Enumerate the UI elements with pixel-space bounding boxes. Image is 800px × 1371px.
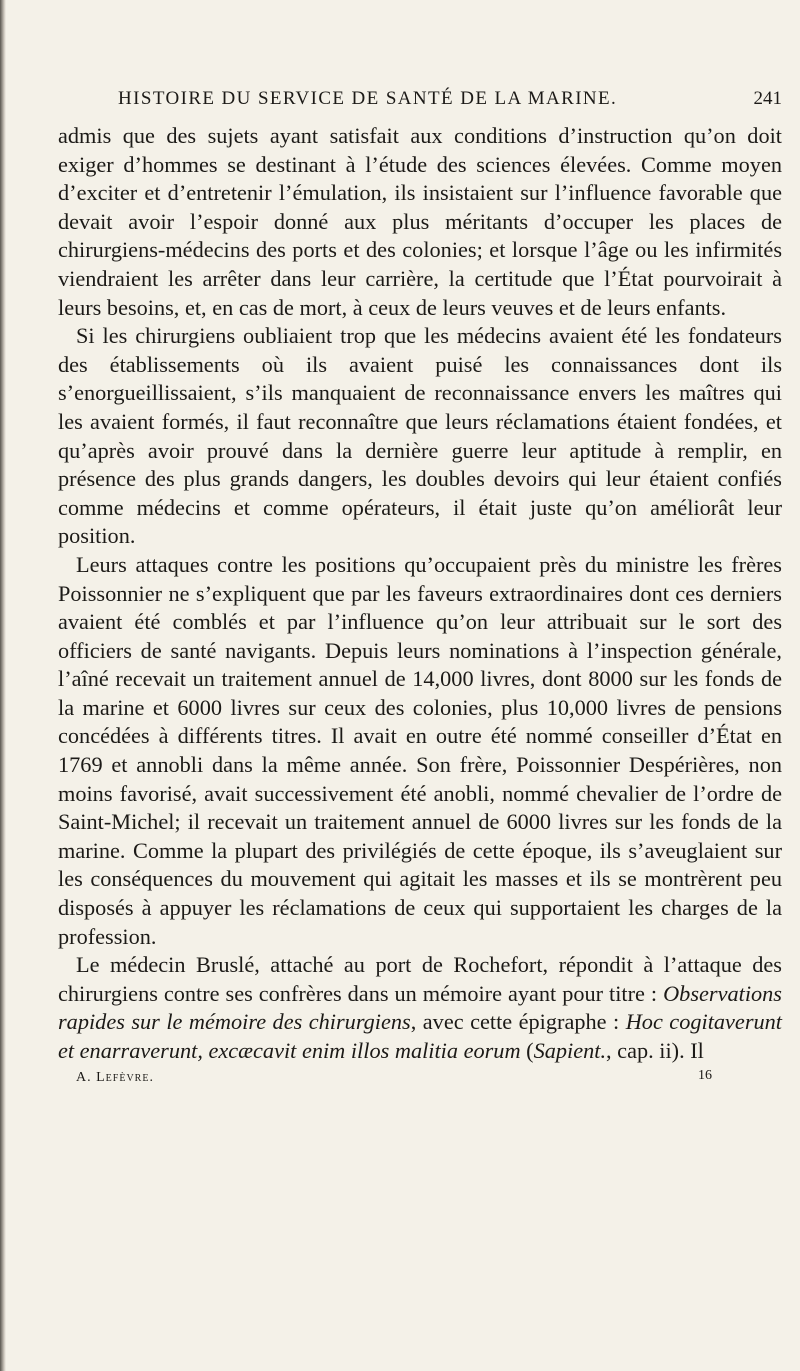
sheet-mark: 16 <box>698 1067 712 1083</box>
paragraph-4-text-c: , avec cette épigraphe : <box>410 1009 626 1035</box>
page-footer <box>58 1068 782 1094</box>
paragraph-2: Si les chirurgiens oubliaient trop que les médecins avaient été les fondateurs des établissements où ils avaient puisé les connaissances dont ils s’enorgueillissaient, s’ils manquaient de reconnaissance envers les maîtres qui les avaient formés, il faut reconnaître que leurs réclamations étaient fondées, et qu’après avoir prouvé dans la dernière guerre leur aptitude à remplir, en présence des plus grands dangers, les doubles devoirs qui leur étaient confiés comme médecins et comme opérateurs, il était juste qu’on améliorât leur position. <box>58 323 782 549</box>
paragraph-4-text-e: ( <box>520 1038 534 1063</box>
body-text <box>58 122 782 1066</box>
paragraph-1: admis que des sujets ayant satisfait aux conditions d’instruction qu’on doit exiger d’hommes se destinant à l’étude des sciences élevées. Comme moyen d’exciter et d’entretenir l’émulation, ils insistaient sur l’influence favorable que devait avoir l’espoir donné aux plus méritants d’occuper les places de chirurgiens-médecins des ports et des colonies; et lorsque l’âge ou les infirmités viendraient les arrêter dans leur carrière, la certitude que l’État pourvoirait à leurs besoins, et, en cas de mort, à ceux de leurs veuves et de leurs enfants. <box>58 123 782 320</box>
paragraph-4-text-a: Le médecin Bruslé, attaché au port de Rochefort, répondit à l’attaque des chirurgiens contre ses confrères dans un mémoire ayant pour titre : <box>58 952 782 1006</box>
page-number: 241 <box>753 88 782 109</box>
paragraph-4-text-g: , cap. ii). Il <box>606 1038 704 1063</box>
citation-source: Sapient. <box>533 1038 607 1063</box>
running-head <box>58 88 782 116</box>
book-page <box>58 88 782 1094</box>
running-title: HISTOIRE DU SERVICE DE SANTÉ DE LA MARINE. <box>118 88 618 109</box>
latin-epigraph: Hoc cogitaverunt et enarraverunt, excæcavit enim illos malitia eorum <box>58 1009 782 1063</box>
paragraph-3: Leurs attaques contre les positions qu’occupaient près du ministre les frères Poissonnier ne s’expliquent que par les faveurs extraordinaires dont ces derniers avaient été comblés et par l’influence qu’on leur attribuait sur le sort des officiers de santé navigants. Depuis leurs nominations à l’inspection générale, l’aîné recevait un traitement annuel de 14,000 livres, dont 8000 sur les fonds de la marine et 6000 livres sur ceux des colonies, plus 10,000 livres de pensions concédées à différents titres. Il avait en outre été nommé conseiller d’État en 1769 et annobli dans la même année. Son frère, Poissonnier Despérières, non moins favorisé, avait successivement été anobli, nommé chevalier de l’ordre de Saint-Michel; il recevait un traitement annuel de 6000 livres sur les fonds de la marine. Comme la plupart des privilégiés de cette époque, ils s’aveuglaient sur les conséquences du mouvement qui agitait les masses et ils se montrèrent peu disposés à appuyer les réclamations de ceux qui supportaient les charges de la profession. <box>58 551 782 949</box>
paragraph-4 <box>58 951 782 1065</box>
memoir-title: Observations rapides sur le mémoire des chirurgiens <box>58 980 782 1035</box>
signature-mark: A. Lefèvre. <box>76 1069 154 1085</box>
binding-gutter <box>0 0 6 1371</box>
